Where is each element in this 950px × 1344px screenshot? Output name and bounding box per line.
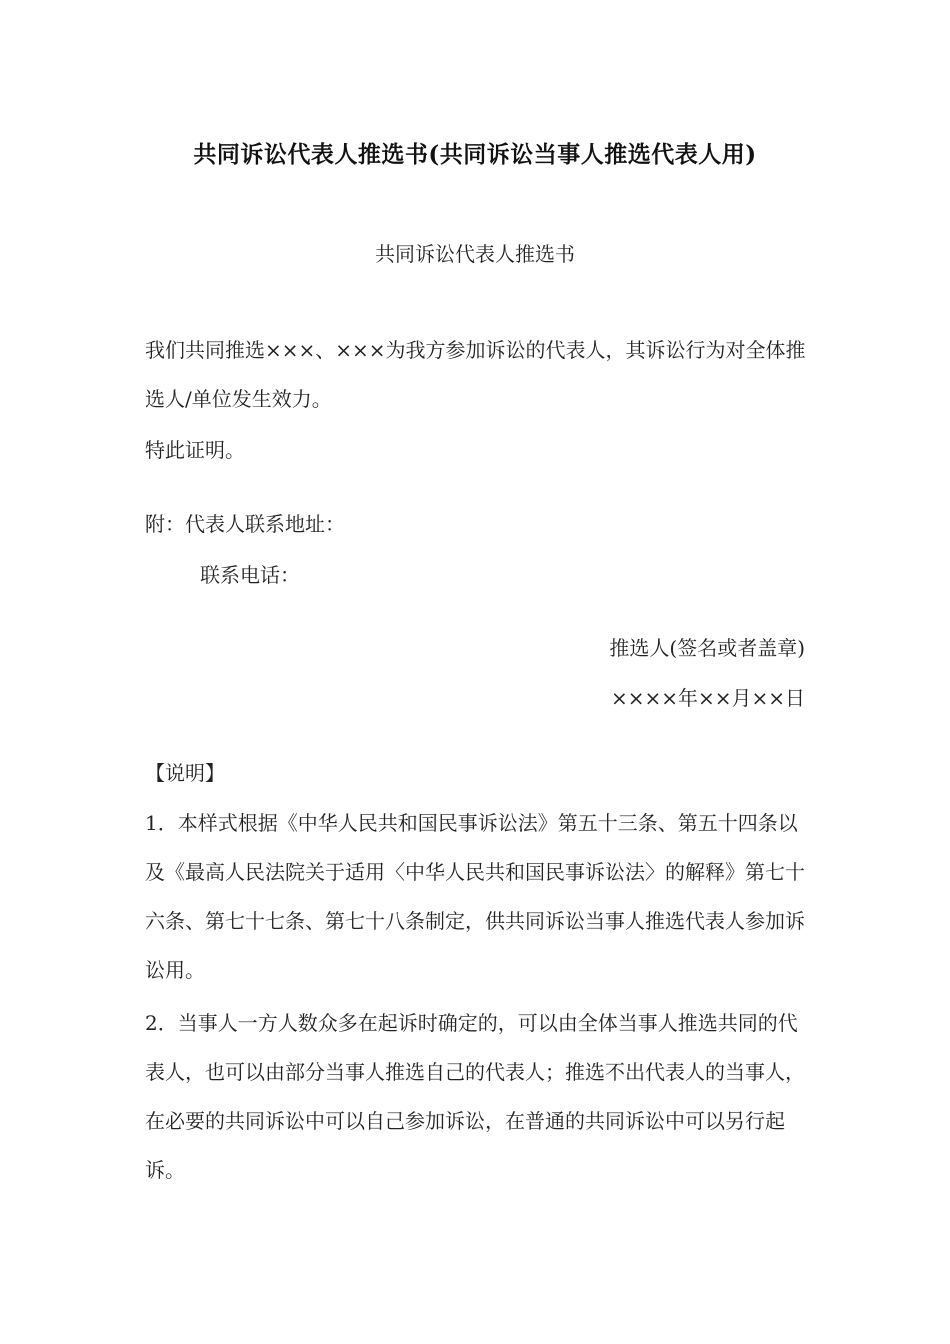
notes-heading: 【说明】 (145, 761, 225, 785)
attachment-address-label: 附：代表人联系地址： (145, 512, 345, 536)
attachment-phone-label: 联系电话： (200, 563, 300, 587)
note-item: 2．当事人一方人数众多在起诉时确定的，可以由全体当事人推选共同的代表人，也可以由部分当事人推选自己的代表人；推选不出代表人的当事人，在必要的共同诉讼中可以自己参加诉讼，在普通的共同诉讼中可以另行起诉。 (145, 1011, 805, 1182)
document-subtitle: 共同诉讼代表人推选书 (375, 242, 575, 266)
document-title: 共同诉讼代表人推选书(共同诉讼当事人推选代表人用) (193, 141, 757, 168)
signer-line: 推选人(签名或者盖章) (609, 636, 805, 660)
note-item: 1．本样式根据《中华人民共和国民事诉讼法》第五十三条、第五十四条以及《最高人民法院关于适用〈中华人民共和国民事诉讼法〉的解释》第七十六条、第七十七条、第七十八条制定，供共同诉讼当事人推选代表人参加诉讼用。 (145, 811, 805, 982)
proof-statement: 特此证明。 (145, 438, 245, 462)
body-paragraph: 我们共同推选×××、×××为我方参加诉讼的代表人，其诉讼行为对全体推选人/单位发生效力。 (145, 338, 806, 411)
date-line: ××××年××月××日 (610, 686, 805, 710)
